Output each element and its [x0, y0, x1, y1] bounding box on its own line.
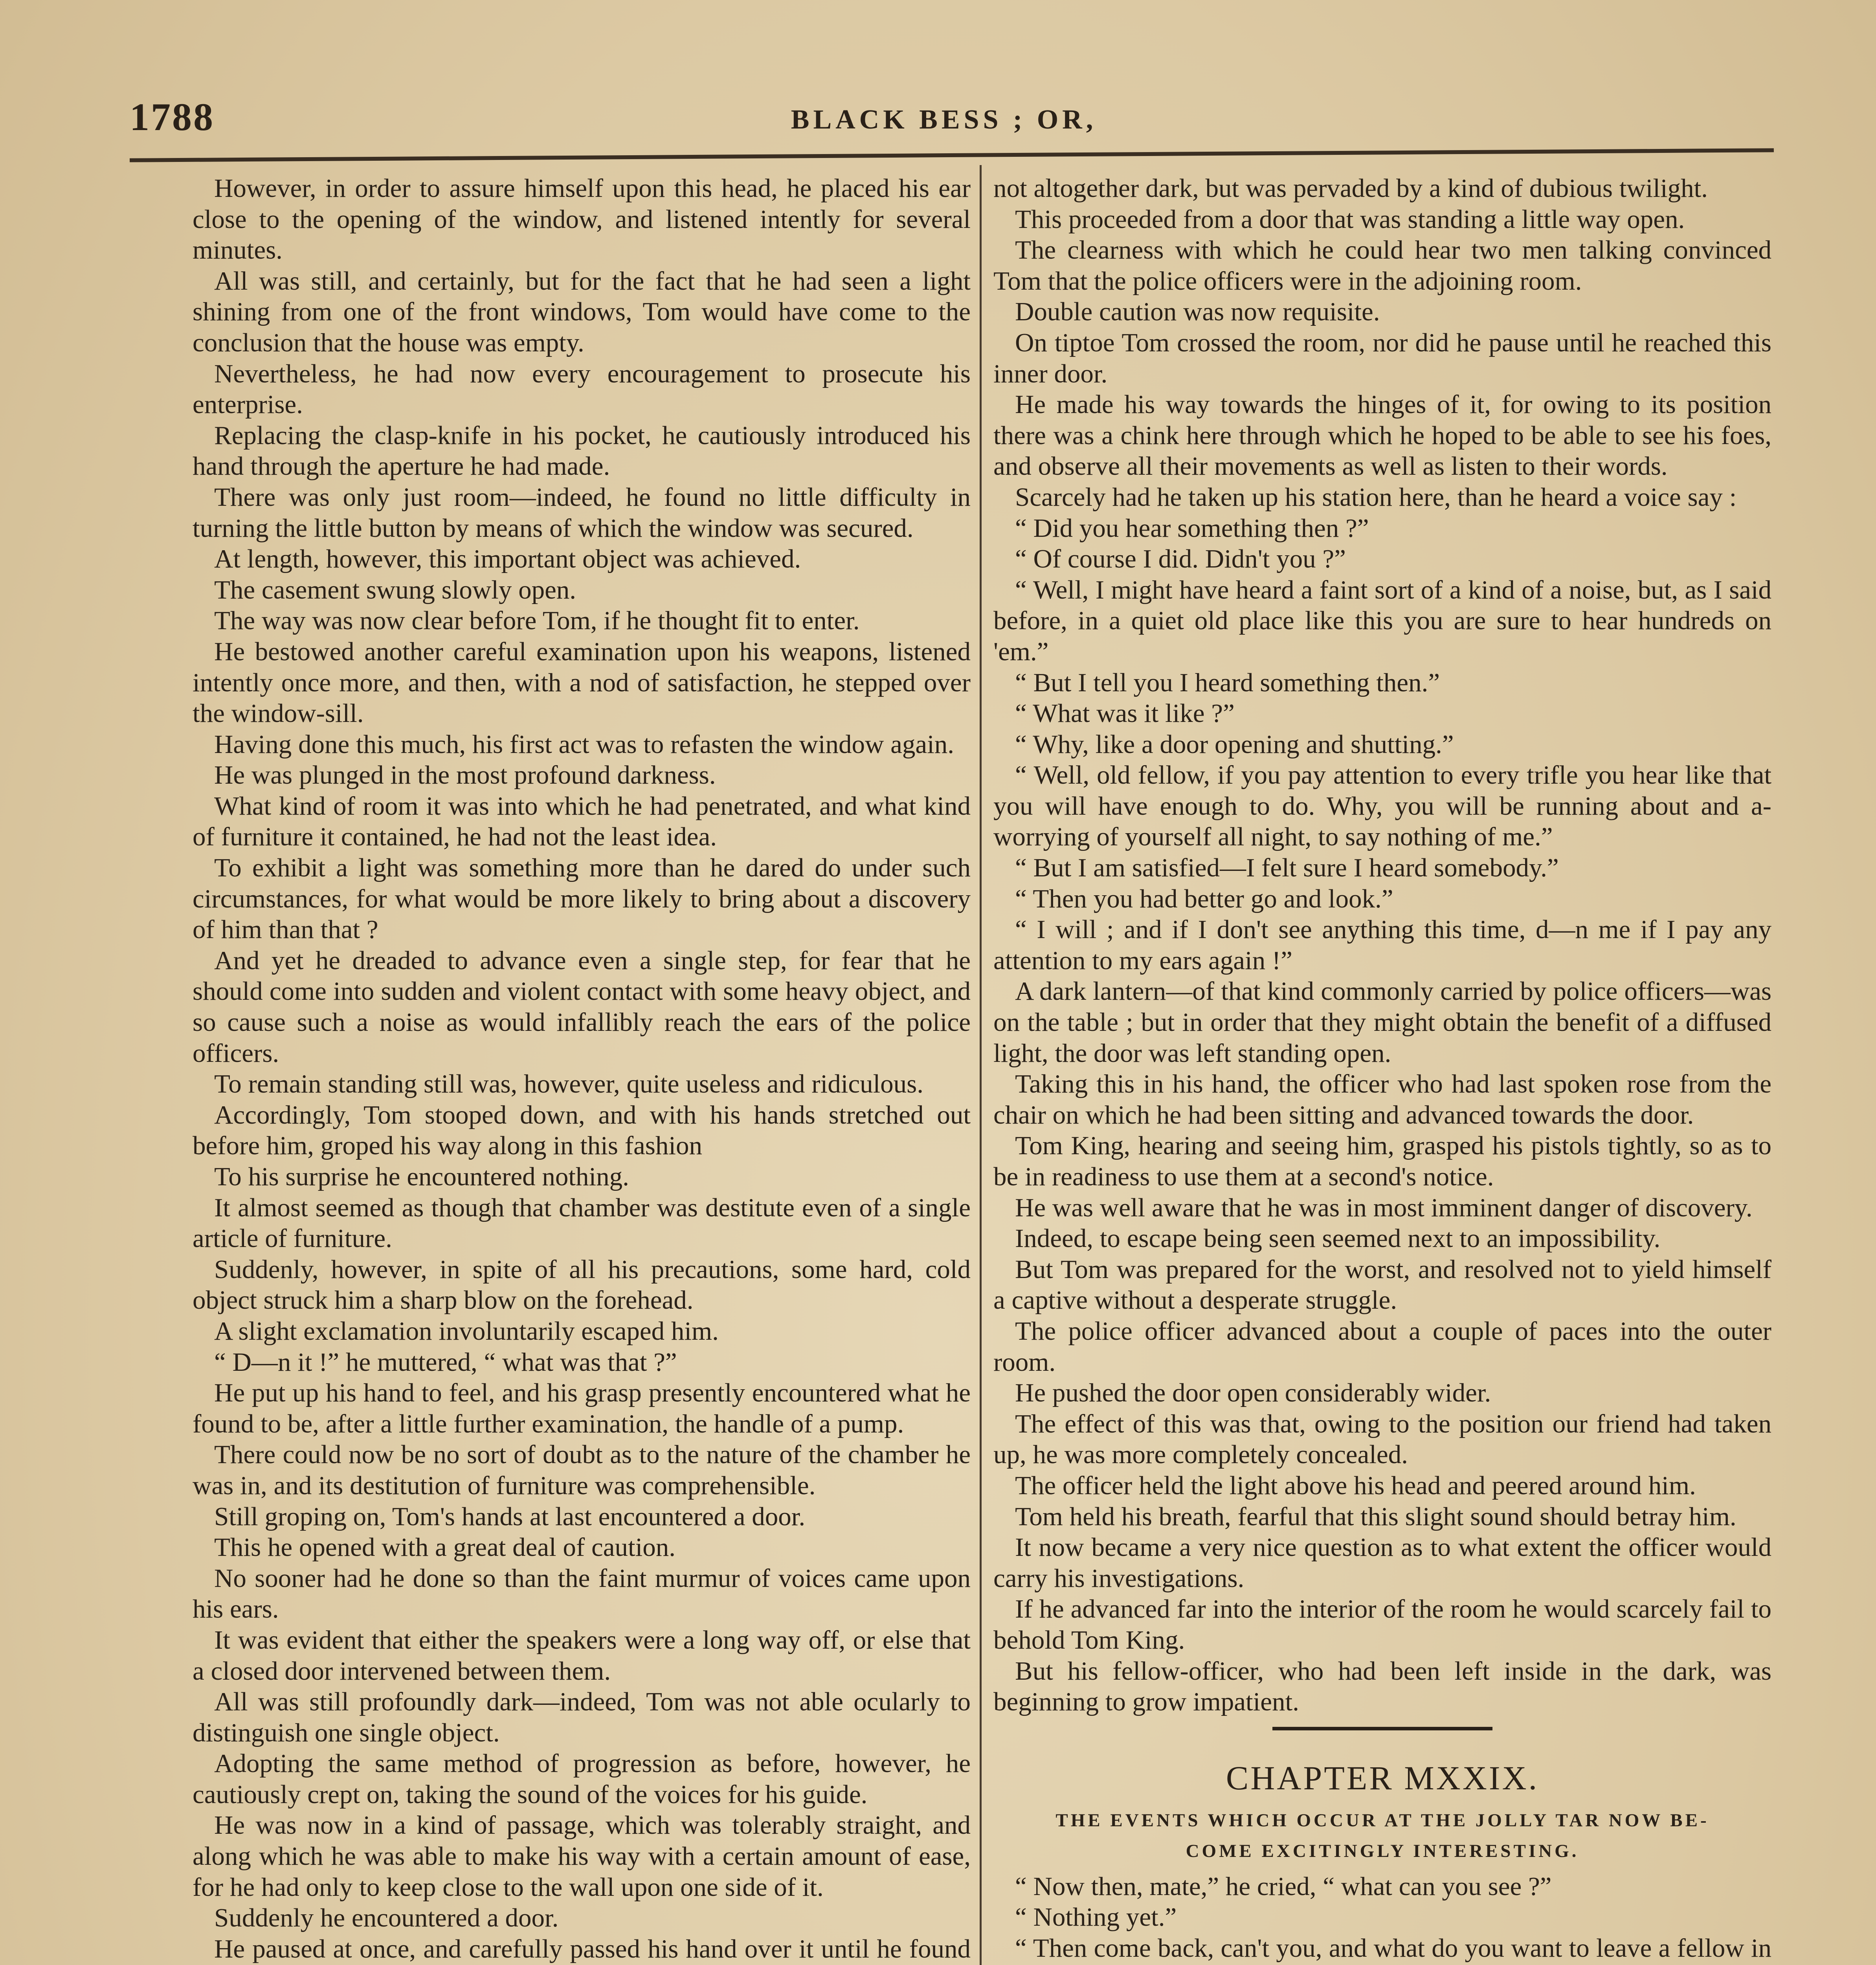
paragraph: The casement swung slowly open.: [214, 575, 576, 604]
paragraph: This proceeded from a door that was standing a little way open.: [1015, 204, 1685, 234]
paragraph: But his fellow-officer, who had been left inside in the dark, was beginning to grow impatient.: [993, 1656, 1771, 1717]
paragraph: Suddenly he encountered a door.: [214, 1903, 559, 1933]
paragraph: “ Nothing yet.”: [1015, 1903, 1177, 1932]
paragraph: He pushed the door open considerably wider.: [1015, 1378, 1491, 1408]
paragraph: To his surprise he encountered nothing.: [214, 1162, 629, 1191]
paragraph: There could now be no sort of doubt as to the nature of the chamber he was in, and its destitution of furniture was comprehensible.: [193, 1440, 971, 1500]
paragraph: “ Now then, mate,” he cried, “ what can you see ?”: [1015, 1871, 1552, 1901]
paragraph: “ Well, old fellow, if you pay attention to every trifle you hear like that you will have enough to do. Why, you will be running about and a-worrying of yourself all night, to say nothing of me.”: [993, 760, 1771, 852]
paragraph: “ Then come back, can't you, and what do you want to leave a fellow in: [1015, 1933, 1771, 1963]
paragraph: No sooner had he done so than the faint murmur of voices came upon his ears.: [193, 1563, 971, 1624]
chapter-subtitle-line1: THE EVENTS WHICH OCCUR AT THE JOLLY TAR NOW BE-: [1055, 1810, 1709, 1831]
paragraph: “ But I tell you I heard something then.”: [1015, 668, 1440, 697]
paragraph: But Tom was prepared for the worst, and resolved not to yield himself a captive without a desperate struggle.: [993, 1254, 1771, 1315]
paragraph: Scarcely had he taken up his station here, than he heard a voice say :: [1015, 482, 1737, 512]
paragraph: Indeed, to escape being seen seemed next to an impossibility.: [1015, 1224, 1661, 1253]
chapter-rule: [1272, 1727, 1492, 1730]
paragraph: And yet he dreaded to advance even a single step, for fear that he should come into sudden and violent contact with some heavy object, and so cause such a noise as would infallibly reach the ears of the police officers.: [193, 946, 971, 1068]
paragraph: “ Of course I did. Didn't you ?”: [1015, 544, 1346, 574]
left-column: [193, 173, 971, 1965]
paragraph: It was evident that either the speakers were a long way off, or else that a closed door intervened between them.: [193, 1625, 971, 1686]
paragraph: Double caution was now requisite.: [1015, 297, 1380, 327]
paragraph: The officer held the light above his head and peered around him.: [1015, 1471, 1696, 1500]
right-column-text-after: [993, 1871, 1771, 1965]
chapter-title: CHAPTER MXXIX.: [1226, 1759, 1539, 1797]
running-head: [130, 83, 1758, 141]
paragraph: “ D—n it !” he muttered, “ what was that ?”: [214, 1347, 677, 1377]
paragraph: “ Why, like a door opening and shutting.”: [1015, 729, 1454, 759]
paragraph: The clearness with which he could hear two men talking convinced Tom that the police officers were in the adjoining room.: [993, 235, 1771, 296]
running-title: BLACK BESS ; OR,: [791, 105, 1097, 135]
paragraph: At length, however, this important object was achieved.: [214, 544, 801, 574]
right-column: [993, 173, 1771, 1965]
paragraph: Having done this much, his first act was to refasten the window again.: [214, 729, 955, 759]
paragraph: He put up his hand to feel, and his grasp presently encountered what he found to be, after a little further examination, the handle of a pump.: [193, 1378, 971, 1438]
paragraph: He was plunged in the most profound darkness.: [214, 760, 716, 790]
paragraph: “ Then you had better go and look.”: [1015, 884, 1393, 913]
paragraph: Tom King, hearing and seeing him, grasped his pistols tightly, so as to be in readiness to use them at a second's notice.: [993, 1131, 1771, 1191]
paragraph: “ Did you hear something then ?”: [1015, 513, 1369, 543]
paragraph: “ Well, I might have heard a faint sort of a kind of a noise, but, as I said before, in a quiet old place like this you are sure to hear hundreds on 'em.”: [993, 575, 1771, 666]
paragraph: He paused at once, and carefully passed his hand over it until he found: [214, 1934, 971, 1963]
paragraph: This he opened with a great deal of caution.: [214, 1533, 676, 1562]
paragraph: The police officer advanced about a couple of paces into the outer room.: [993, 1316, 1771, 1377]
paragraph: All was still, and certainly, but for the fact that he had seen a light shining from one of the front windows, Tom would have come to the conclusion that the house was empty.: [193, 266, 971, 357]
paragraph: Accordingly, Tom stooped down, and with his hands stretched out before him, groped his way along in this fashion: [193, 1100, 971, 1161]
paragraph: Taking this in his hand, the officer who had last spoken rose from the chair on which he had been sitting and advanced towards the door.: [993, 1069, 1771, 1129]
paragraph: The effect of this was that, owing to the position our friend had taken up, he was more completely concealed.: [993, 1409, 1771, 1469]
paragraph: There was only just room—indeed, he found no little difficulty in turning the little button by means of which the window was secured.: [193, 482, 971, 543]
header-rule: [130, 148, 1774, 166]
paragraph: “ What was it like ?”: [1015, 699, 1235, 728]
chapter-subtitle-line2: COME EXCITINGLY INTERESTING.: [1186, 1840, 1579, 1861]
paragraph: To exhibit a light was something more than he dared do under such circumstances, for what would be more likely to bring about a discovery of him than that ?: [193, 853, 971, 944]
paragraph: He bestowed another careful examination upon his weapons, listened intently once more, and then, with a nod of satisfaction, he stepped over the window-sill.: [193, 637, 971, 728]
paragraph: However, in order to assure himself upon this head, he placed his ear close to the opening of the window, and listened intently for several minutes.: [193, 174, 971, 265]
paragraph: All was still profoundly dark—indeed, Tom was not able ocularly to distinguish one single object.: [193, 1687, 971, 1747]
column-divider: [980, 165, 982, 1965]
paragraph: not altogether dark, but was pervaded by a kind of dubious twilight.: [993, 174, 1708, 203]
paragraph: Adopting the same method of progression as before, however, he cautiously crept on, taking the sound of the voices for his guide.: [193, 1749, 971, 1809]
paragraph: The way was now clear before Tom, if he thought fit to enter.: [214, 606, 860, 635]
chapter-subtitle: [993, 1805, 1771, 1866]
paragraph: If he advanced far into the interior of the room he would scarcely fail to behold Tom King.: [993, 1594, 1771, 1655]
paragraph: He was now in a kind of passage, which was tolerably straight, and along which he was able to make his way with a certain amount of ease, for he had only to keep close to the wall upon one side of it.: [193, 1811, 971, 1902]
paragraph: Nevertheless, he had now every encouragement to prosecute his enterprise.: [193, 359, 971, 419]
right-column-text-before: [993, 173, 1771, 1717]
paragraph: It now became a very nice question as to what extent the officer would carry his investigations.: [993, 1533, 1771, 1593]
paragraph: He made his way towards the hinges of it, for owing to its position there was a chink here through which he hoped to be able to see his foes, and observe all their movements as well as listen to their words.: [993, 390, 1771, 481]
paragraph: “ But I am satisfied—I felt sure I heard somebody.”: [1015, 853, 1559, 883]
paragraph: Tom held his breath, fearful that this slight sound should betray him.: [1015, 1502, 1736, 1531]
paragraph: “ I will ; and if I don't see anything this time, d—n me if I pay any attention to my ears again !”: [993, 915, 1771, 975]
paragraph: To remain standing still was, however, quite useless and ridiculous.: [214, 1069, 924, 1099]
page-number: 1788: [130, 95, 215, 139]
paragraph: What kind of room it was into which he had penetrated, and what kind of furniture it contained, he had not the least idea.: [193, 791, 971, 852]
paragraph: It almost seemed as though that chamber was destitute even of a single article of furniture.: [193, 1193, 971, 1253]
paragraph: He was well aware that he was in most imminent danger of discovery.: [1015, 1193, 1753, 1222]
paragraph: Replacing the clasp-knife in his pocket, he cautiously introduced his hand through the aperture he had made.: [193, 421, 971, 481]
paragraph: Still groping on, Tom's hands at last encountered a door.: [214, 1502, 806, 1531]
paragraph: A dark lantern—of that kind commonly carried by police officers—was on the table ; but in order that they might obtain the benefit of a diffused light, the door was left standing open.: [993, 977, 1771, 1068]
paragraph: Suddenly, however, in spite of all his precautions, some hard, cold object struck him a sharp blow on the forehead.: [193, 1254, 971, 1315]
paragraph: A slight exclamation involuntarily escaped him.: [214, 1316, 719, 1346]
paragraph: On tiptoe Tom crossed the room, nor did he pause until he reached this inner door.: [993, 328, 1771, 388]
